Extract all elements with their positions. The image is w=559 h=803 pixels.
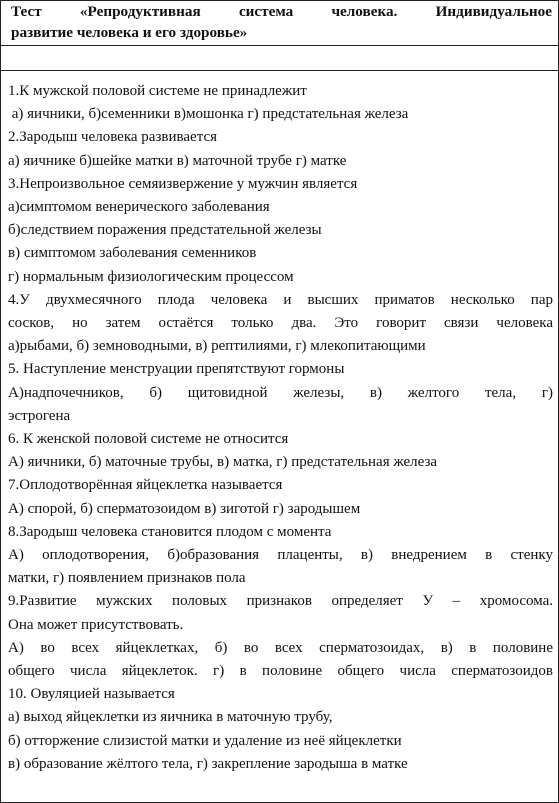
answer-line: в) образование жёлтого тела, г) закрепление зародыша в матке <box>8 755 408 772</box>
answer-line: эстрогена <box>8 407 71 424</box>
answer-line: А)надпочечников, б) щитовидной железы, в) желтого тела, г) <box>8 384 553 401</box>
question-line: 3.Непроизвольное семяизвержение у мужчин является <box>8 175 358 192</box>
answer-line: А) спорой, б) сперматозоидом в) зиготой г) зародышем <box>8 500 361 517</box>
question-line: 9.Развитие мужских половых признаков определяет У – хромосома. <box>8 593 553 610</box>
answer-line: матки, г) появлением признаков пола <box>8 570 246 587</box>
answer-line: а)рыбами, б) земноводными, в) рептилиями, г) млекопитающими <box>8 338 426 355</box>
answer-line: г) нормальным физиологическим процессом <box>8 268 294 285</box>
question-line: 2.Зародыш человека развивается <box>8 129 217 146</box>
question-line: сосков, но затем остаётся только два. Это говорит связи человека <box>8 315 553 332</box>
title-line: Тест «Репродуктивная система человека. Индивидуальное <box>11 3 552 20</box>
answer-line: а) яичнике б)шейке матки в) маточной трубе г) матке <box>8 152 347 169</box>
question-line: 7.Оплодотворённая яйцеклетка называется <box>8 477 283 494</box>
test-title <box>1 1 558 45</box>
question-line: 5. Наступление менструации препятствуют гормоны <box>8 361 345 378</box>
question-line: 10. Овуляцией называется <box>8 686 175 703</box>
answer-line: А) яичники, б) маточные трубы, в) матка, г) предстательная железа <box>8 454 438 471</box>
question-line: 8.Зародыш человека становится плодом с момента <box>8 523 332 540</box>
answer-line: а) выход яйцеклетки из яичника в маточную трубу, <box>8 709 333 726</box>
answer-line: б)следствием поражения предстательной железы <box>8 222 322 239</box>
answer-line: а) яичники, б)семенники в)мошонка г) предстательная железа <box>8 106 409 123</box>
answer-line: а)симптомом венерического заболевания <box>8 199 270 216</box>
title-line: развитие человека и его здоровье» <box>11 24 248 41</box>
answer-line: общего числа яйцеклеток. г) в половине общего числа сперматозоидов <box>8 663 553 680</box>
answer-line: А) оплодотворения, б)образования плаценты, в) внедрением в стенку <box>8 547 553 564</box>
answer-line: А) во всех яйцеклетках, б) во всех сперматозоидах, в) в половине <box>8 639 553 656</box>
empty-table-row <box>1 46 558 70</box>
question-line: 1.К мужской половой системе не принадлежит <box>8 83 307 99</box>
answer-line: б) отторжение слизистой матки и удаление из неё яйцеклетки <box>8 732 402 749</box>
test-questions <box>1 71 558 776</box>
question-line: 4.У двухмесячного плода человека и высших приматов несколько пар <box>8 291 553 308</box>
answer-line: в) симптомом заболевания семенников <box>8 245 257 262</box>
question-line: 6. К женской половой системе не относится <box>8 431 289 448</box>
question-line: Она может присутствовать. <box>8 616 184 633</box>
